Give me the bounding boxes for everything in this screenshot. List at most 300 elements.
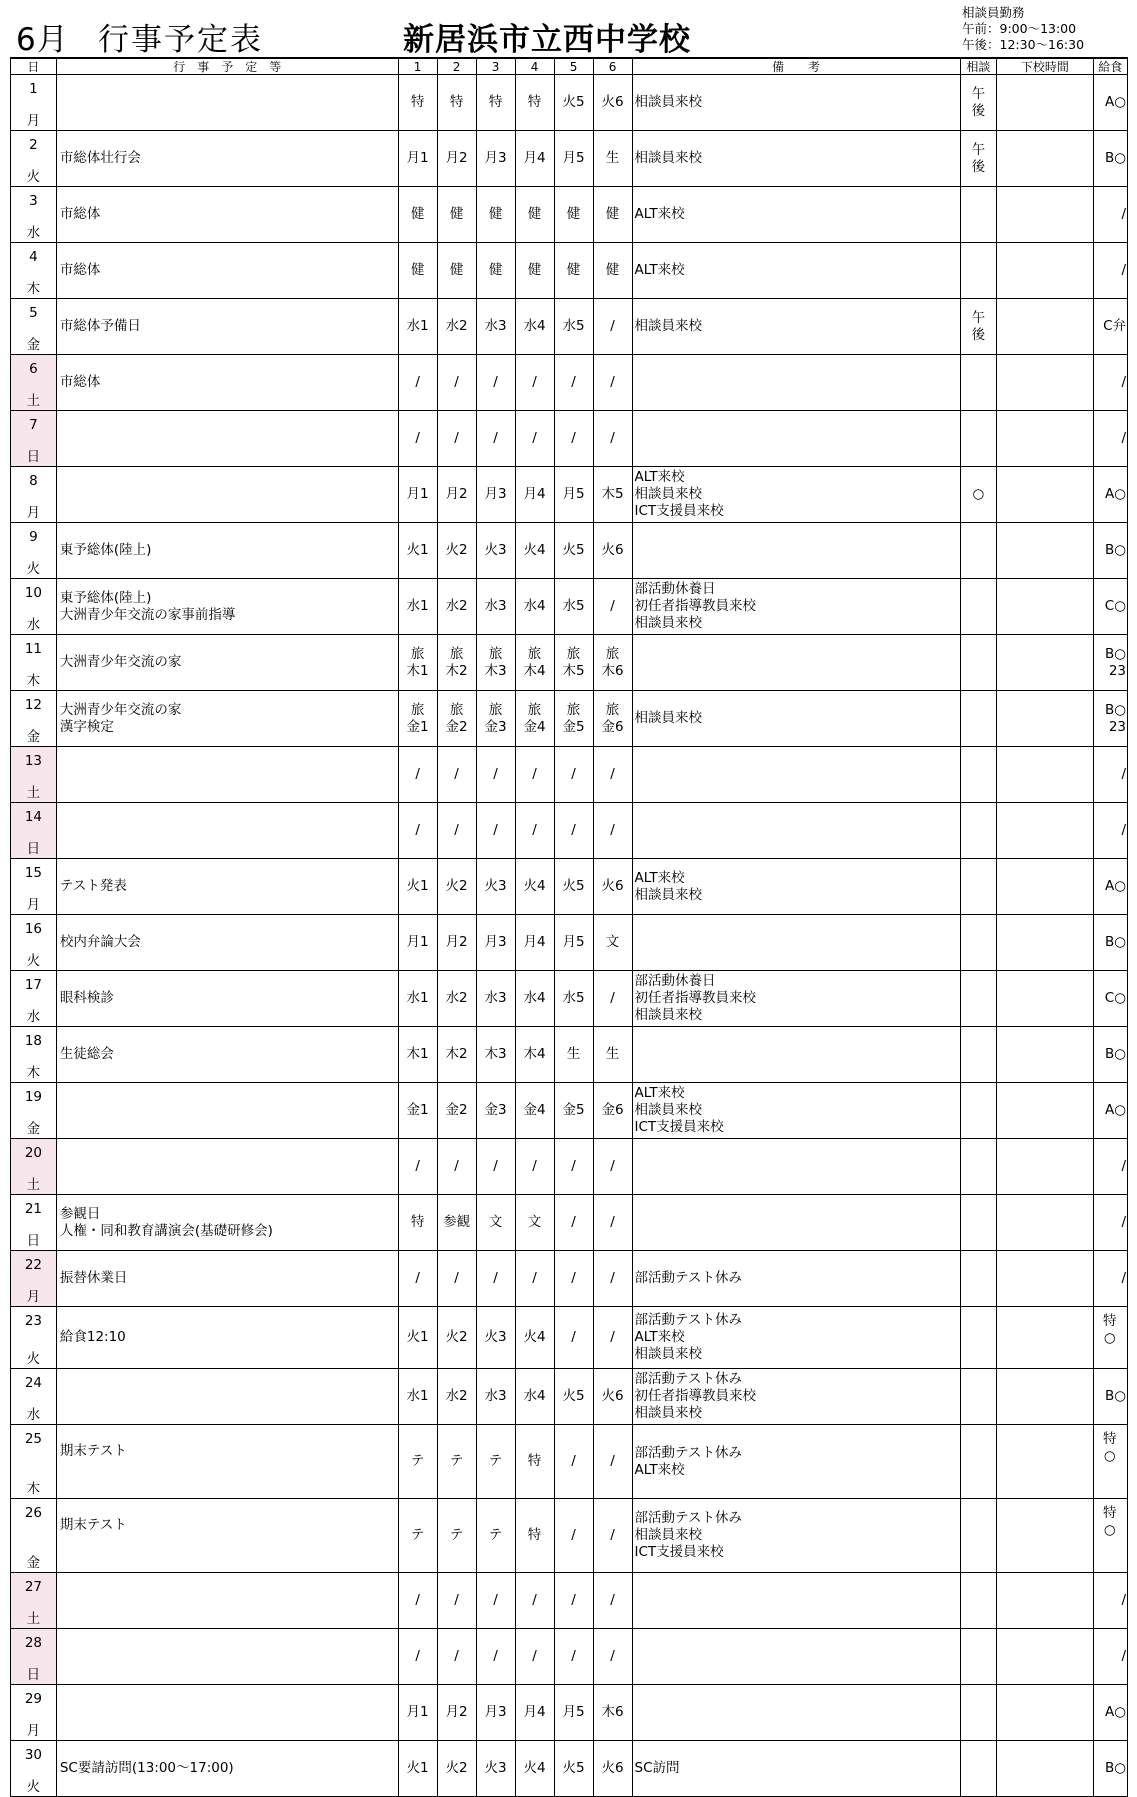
events-cell: 東予総体(陸上) [56, 523, 398, 579]
period-6-cell: / [593, 747, 632, 803]
lunch-cell: B○ 23 [1093, 691, 1127, 747]
day-number: 23 [24, 1313, 43, 1329]
period-4-cell: 健 [515, 187, 554, 243]
consult-cell [960, 187, 997, 243]
period-4-cell: 文 [515, 1195, 554, 1251]
period-1-cell: 水1 [398, 299, 437, 355]
day-cell [11, 635, 57, 691]
events-cell [56, 1083, 398, 1139]
period-3-cell: 金3 [476, 1083, 515, 1139]
remarks-cell: 相談員来校 [632, 691, 960, 747]
period-1-cell: 火1 [398, 523, 437, 579]
consult-cell [960, 1685, 997, 1741]
consult-cell [960, 411, 997, 467]
dismissal-cell [997, 355, 1093, 411]
counselor-hours-note: 相談員勤務 午前：9:00～13:00 午後：12:30～16:30 [962, 5, 1085, 52]
period-2-cell: 月2 [437, 1685, 476, 1741]
period-2-cell: 健 [437, 243, 476, 299]
period-3-cell: / [476, 1629, 515, 1685]
remarks-cell: ALT来校 [632, 187, 960, 243]
remarks-cell [632, 635, 960, 691]
weekday: 金 [26, 729, 41, 745]
period-5-cell: / [554, 747, 593, 803]
period-5-cell: / [554, 1425, 593, 1499]
period-1-cell: 旅 木1 [398, 635, 437, 691]
events-cell: 参観日 人権・同和教育講演会(基礎研修会) [56, 1195, 398, 1251]
day-cell [11, 1573, 57, 1629]
period-2-cell: / [437, 1251, 476, 1307]
table-row [11, 691, 1128, 747]
table-row [11, 187, 1128, 243]
events-cell: 市総体予備日 [56, 299, 398, 355]
dismissal-cell [997, 1139, 1093, 1195]
period-3-cell: 火3 [476, 859, 515, 915]
period-2-cell: 火2 [437, 1307, 476, 1369]
day-number: 28 [24, 1635, 43, 1651]
lunch-cell: A○ [1093, 859, 1127, 915]
period-3-cell: 水3 [476, 971, 515, 1027]
lunch-cell: 特 ○ [1093, 1425, 1127, 1499]
period-1-cell: 月1 [398, 1685, 437, 1741]
day-number: 5 [29, 305, 38, 321]
period-4-cell: / [515, 411, 554, 467]
period-5-cell: 水5 [554, 971, 593, 1027]
lunch-cell: B○ [1093, 1369, 1127, 1425]
period-6-cell: / [593, 299, 632, 355]
table-row [11, 411, 1128, 467]
day-cell [11, 411, 57, 467]
lunch-cell: B○ [1093, 1741, 1127, 1797]
period-4-cell: 火4 [515, 859, 554, 915]
period-5-cell: 火5 [554, 1369, 593, 1425]
period-5-cell: 健 [554, 187, 593, 243]
day-cell [11, 747, 57, 803]
consult-cell [960, 1629, 997, 1685]
dismissal-cell [997, 1499, 1093, 1573]
day-number: 4 [29, 249, 38, 265]
period-5-cell: 水5 [554, 299, 593, 355]
lunch-cell: 特 ○ [1093, 1499, 1127, 1573]
period-5-cell: 火5 [554, 859, 593, 915]
period-3-cell: テ [476, 1425, 515, 1499]
period-6-cell: 金6 [593, 1083, 632, 1139]
header-period-4: 4 [515, 58, 554, 75]
day-cell [11, 1307, 57, 1369]
lunch-cell: / [1093, 1573, 1127, 1629]
events-cell [56, 1685, 398, 1741]
weekday: 日 [26, 1667, 41, 1683]
day-number: 11 [24, 641, 43, 657]
weekday: 火 [26, 1779, 41, 1795]
lunch-cell: A○ [1093, 467, 1127, 523]
table-header-row [11, 58, 1128, 75]
table-row [11, 1425, 1128, 1499]
consult-cell: ○ [960, 467, 997, 523]
period-1-cell: 水1 [398, 1369, 437, 1425]
table-row [11, 523, 1128, 579]
lunch-cell: / [1093, 1139, 1127, 1195]
period-6-cell: / [593, 971, 632, 1027]
period-5-cell: 火5 [554, 523, 593, 579]
day-number: 1 [29, 81, 38, 97]
table-row [11, 1083, 1128, 1139]
period-1-cell: 特 [398, 1195, 437, 1251]
lunch-cell: / [1093, 1195, 1127, 1251]
period-1-cell: / [398, 411, 437, 467]
period-2-cell: / [437, 1629, 476, 1685]
period-4-cell: / [515, 1573, 554, 1629]
period-5-cell: / [554, 355, 593, 411]
consult-cell [960, 1027, 997, 1083]
day-cell [11, 131, 57, 187]
events-cell: テスト発表 [56, 859, 398, 915]
day-number: 27 [24, 1579, 43, 1595]
period-1-cell: / [398, 1573, 437, 1629]
lunch-cell: / [1093, 803, 1127, 859]
header-period-1: 1 [398, 58, 437, 75]
period-6-cell: 健 [593, 187, 632, 243]
period-3-cell: / [476, 355, 515, 411]
consult-cell [960, 1195, 997, 1251]
weekday: 金 [26, 337, 41, 353]
table-row [11, 747, 1128, 803]
events-cell: 期末テスト [56, 1425, 398, 1499]
day-cell [11, 859, 57, 915]
period-3-cell: / [476, 1139, 515, 1195]
period-2-cell: / [437, 803, 476, 859]
period-2-cell: 木2 [437, 1027, 476, 1083]
page-title: 行事予定表 [98, 22, 263, 58]
period-6-cell: 火6 [593, 1741, 632, 1797]
weekday: 木 [26, 281, 41, 297]
day-number: 7 [29, 417, 38, 433]
period-1-cell: / [398, 747, 437, 803]
header-lunch: 給食 [1093, 58, 1127, 75]
dismissal-cell [997, 1425, 1093, 1499]
remarks-cell: 部活動テスト休み ALT来校 [632, 1425, 960, 1499]
period-4-cell: / [515, 803, 554, 859]
lunch-cell: B○ [1093, 1027, 1127, 1083]
dismissal-cell [997, 971, 1093, 1027]
dismissal-cell [997, 1027, 1093, 1083]
period-2-cell: テ [437, 1499, 476, 1573]
dismissal-cell [997, 1741, 1093, 1797]
day-cell [11, 523, 57, 579]
day-number: 10 [24, 585, 43, 601]
consult-cell: 午 後 [960, 299, 997, 355]
table-row [11, 915, 1128, 971]
period-1-cell: 特 [398, 75, 437, 131]
period-5-cell: 火5 [554, 75, 593, 131]
day-cell [11, 579, 57, 635]
day-cell [11, 1685, 57, 1741]
table-row [11, 1139, 1128, 1195]
period-4-cell: 特 [515, 1499, 554, 1573]
period-2-cell: 火2 [437, 523, 476, 579]
period-3-cell: テ [476, 1499, 515, 1573]
events-cell: 校内弁論大会 [56, 915, 398, 971]
period-5-cell: / [554, 1251, 593, 1307]
day-number: 29 [24, 1691, 43, 1707]
lunch-cell: / [1093, 187, 1127, 243]
events-cell: 大洲青少年交流の家 [56, 635, 398, 691]
period-6-cell: 文 [593, 915, 632, 971]
consult-cell: 午 後 [960, 131, 997, 187]
table-row [11, 635, 1128, 691]
period-4-cell: 水4 [515, 971, 554, 1027]
period-5-cell: 健 [554, 243, 593, 299]
period-3-cell: 月3 [476, 1685, 515, 1741]
period-4-cell: 特 [515, 1425, 554, 1499]
day-cell [11, 1369, 57, 1425]
period-2-cell: 水2 [437, 299, 476, 355]
day-cell [11, 1629, 57, 1685]
period-1-cell: テ [398, 1499, 437, 1573]
table-row [11, 299, 1128, 355]
weekday: 月 [26, 897, 41, 913]
header-dismissal: 下校時間 [997, 58, 1093, 75]
day-cell [11, 971, 57, 1027]
lunch-cell: A○ [1093, 1083, 1127, 1139]
table-row [11, 803, 1128, 859]
day-number: 21 [24, 1201, 43, 1217]
remarks-cell: 部活動テスト休み [632, 1251, 960, 1307]
day-cell [11, 1195, 57, 1251]
dismissal-cell [997, 1369, 1093, 1425]
period-6-cell: 火6 [593, 523, 632, 579]
period-1-cell: 健 [398, 187, 437, 243]
day-cell [11, 243, 57, 299]
period-3-cell: / [476, 1251, 515, 1307]
period-4-cell: 月4 [515, 131, 554, 187]
events-cell: 大洲青少年交流の家 漢字検定 [56, 691, 398, 747]
day-number: 20 [24, 1145, 43, 1161]
weekday: 日 [26, 1233, 41, 1249]
weekday: 月 [26, 1289, 41, 1305]
period-1-cell: / [398, 803, 437, 859]
period-3-cell: 月3 [476, 467, 515, 523]
dismissal-cell [997, 691, 1093, 747]
consult-cell [960, 747, 997, 803]
weekday: 木 [26, 1065, 41, 1081]
period-3-cell: 月3 [476, 131, 515, 187]
weekday: 金 [26, 1121, 41, 1137]
period-5-cell: 月5 [554, 131, 593, 187]
period-4-cell: 水4 [515, 1369, 554, 1425]
period-6-cell: 火6 [593, 859, 632, 915]
table-row [11, 243, 1128, 299]
period-6-cell: 火6 [593, 1369, 632, 1425]
dismissal-cell [997, 523, 1093, 579]
period-4-cell: 健 [515, 243, 554, 299]
table-row [11, 1027, 1128, 1083]
period-2-cell: 健 [437, 187, 476, 243]
period-2-cell: / [437, 355, 476, 411]
period-2-cell: / [437, 1573, 476, 1629]
period-2-cell: 火2 [437, 1741, 476, 1797]
events-cell: 市総体壮行会 [56, 131, 398, 187]
day-number: 2 [29, 137, 38, 153]
dismissal-cell [997, 915, 1093, 971]
period-4-cell: 水4 [515, 299, 554, 355]
lunch-cell: B○ [1093, 523, 1127, 579]
events-cell [56, 747, 398, 803]
dismissal-cell [997, 1195, 1093, 1251]
period-1-cell: 月1 [398, 131, 437, 187]
period-3-cell: 火3 [476, 1741, 515, 1797]
weekday: 月 [26, 505, 41, 521]
day-number: 18 [24, 1033, 43, 1049]
period-3-cell: 健 [476, 243, 515, 299]
period-4-cell: 火4 [515, 1741, 554, 1797]
period-5-cell: / [554, 803, 593, 859]
dismissal-cell [997, 1629, 1093, 1685]
table-row [11, 1369, 1128, 1425]
remarks-cell: ALT来校 相談員来校 [632, 859, 960, 915]
day-number: 26 [24, 1505, 43, 1521]
day-number: 17 [24, 977, 43, 993]
period-3-cell: / [476, 1573, 515, 1629]
weekday: 水 [26, 1407, 41, 1423]
period-5-cell: / [554, 1195, 593, 1251]
day-cell [11, 75, 57, 131]
events-cell: 眼科検診 [56, 971, 398, 1027]
period-3-cell: 水3 [476, 299, 515, 355]
day-number: 22 [24, 1257, 43, 1273]
table-row [11, 1499, 1128, 1573]
remarks-cell: 部活動テスト休み ALT来校 相談員来校 [632, 1307, 960, 1369]
consult-cell [960, 1083, 997, 1139]
period-5-cell: / [554, 1499, 593, 1573]
period-3-cell: 月3 [476, 915, 515, 971]
weekday: 火 [26, 561, 41, 577]
period-2-cell: 月2 [437, 915, 476, 971]
period-5-cell: / [554, 411, 593, 467]
table-row [11, 1195, 1128, 1251]
consult-cell [960, 1369, 997, 1425]
period-5-cell: 水5 [554, 579, 593, 635]
day-cell [11, 1499, 57, 1573]
lunch-cell: / [1093, 355, 1127, 411]
period-1-cell: 水1 [398, 579, 437, 635]
weekday: 日 [26, 449, 41, 465]
weekday: 木 [26, 673, 41, 689]
dismissal-cell [997, 1083, 1093, 1139]
period-3-cell: 旅 木3 [476, 635, 515, 691]
consult-cell [960, 971, 997, 1027]
consult-cell [960, 579, 997, 635]
header-period-3: 3 [476, 58, 515, 75]
period-3-cell: 水3 [476, 579, 515, 635]
period-1-cell: / [398, 1139, 437, 1195]
day-number: 6 [29, 361, 38, 377]
period-2-cell: 月2 [437, 131, 476, 187]
period-6-cell: / [593, 1139, 632, 1195]
weekday: 日 [26, 841, 41, 857]
remarks-cell [632, 1629, 960, 1685]
events-cell: 期末テスト [56, 1499, 398, 1573]
day-number: 3 [29, 193, 38, 209]
remarks-cell [632, 915, 960, 971]
period-1-cell: / [398, 1251, 437, 1307]
table-row [11, 467, 1128, 523]
period-4-cell: / [515, 1629, 554, 1685]
weekday: 水 [26, 225, 41, 241]
period-4-cell: 月4 [515, 1685, 554, 1741]
period-3-cell: 健 [476, 187, 515, 243]
period-6-cell: 旅 金6 [593, 691, 632, 747]
remarks-cell: ALT来校 [632, 243, 960, 299]
period-4-cell: 旅 木4 [515, 635, 554, 691]
events-cell [56, 1629, 398, 1685]
lunch-cell: / [1093, 747, 1127, 803]
day-number: 15 [24, 865, 43, 881]
day-cell [11, 1425, 57, 1499]
day-number: 19 [24, 1089, 43, 1105]
day-number: 30 [24, 1747, 43, 1763]
table-row [11, 1629, 1128, 1685]
remarks-cell: SC訪問 [632, 1741, 960, 1797]
period-5-cell: / [554, 1629, 593, 1685]
period-5-cell: / [554, 1573, 593, 1629]
weekday: 水 [26, 617, 41, 633]
remarks-cell: ALT来校 相談員来校 ICT支援員来校 [632, 467, 960, 523]
header-events: 行 事 予 定 等 [56, 58, 398, 75]
dismissal-cell [997, 299, 1093, 355]
weekday: 火 [26, 169, 41, 185]
period-3-cell: 火3 [476, 1307, 515, 1369]
day-cell [11, 467, 57, 523]
table-row [11, 75, 1128, 131]
events-cell: 給食12:10 [56, 1307, 398, 1369]
period-6-cell: / [593, 1251, 632, 1307]
table-row [11, 859, 1128, 915]
table-row [11, 1307, 1128, 1369]
period-1-cell: 金1 [398, 1083, 437, 1139]
lunch-cell: / [1093, 1629, 1127, 1685]
month-label: 6月 [16, 22, 69, 58]
day-cell [11, 691, 57, 747]
period-3-cell: / [476, 411, 515, 467]
period-4-cell: 特 [515, 75, 554, 131]
events-cell: 生徒総会 [56, 1027, 398, 1083]
period-1-cell: 月1 [398, 915, 437, 971]
period-5-cell: 旅 金5 [554, 691, 593, 747]
table-row [11, 971, 1128, 1027]
lunch-cell: C○ [1093, 971, 1127, 1027]
period-6-cell: / [593, 1499, 632, 1573]
period-1-cell: 火1 [398, 859, 437, 915]
period-6-cell: 木5 [593, 467, 632, 523]
day-cell [11, 803, 57, 859]
events-cell [56, 467, 398, 523]
consult-cell [960, 635, 997, 691]
period-2-cell: 水2 [437, 1369, 476, 1425]
period-3-cell: 木3 [476, 1027, 515, 1083]
table-row [11, 131, 1128, 187]
period-5-cell: 火5 [554, 1741, 593, 1797]
period-6-cell: 生 [593, 131, 632, 187]
day-cell [11, 1027, 57, 1083]
remarks-cell [632, 355, 960, 411]
period-2-cell: / [437, 747, 476, 803]
consult-cell [960, 523, 997, 579]
period-3-cell: / [476, 803, 515, 859]
day-cell [11, 1741, 57, 1797]
consult-cell [960, 1499, 997, 1573]
school-name: 新居浜市立西中学校 [403, 22, 691, 58]
period-2-cell: 旅 木2 [437, 635, 476, 691]
